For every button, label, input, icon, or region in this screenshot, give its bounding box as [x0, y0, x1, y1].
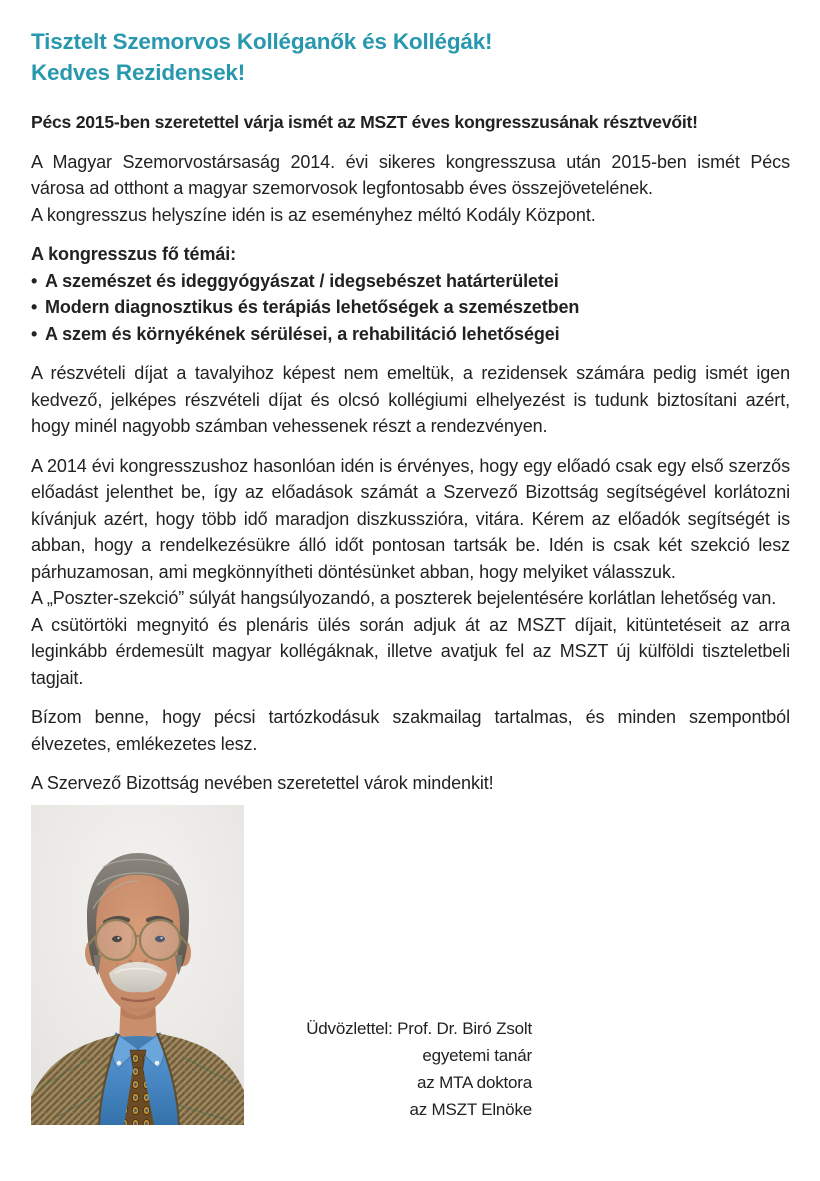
venue-sentence-2: A kongresszus helyszíne idén is az eseményhez méltó Kodály Központ.	[31, 204, 596, 225]
greeting-line-2: Kedves Rezidensek!	[31, 60, 245, 85]
signature-line-3: az MTA doktora	[417, 1072, 532, 1092]
bullet-icon: •	[31, 270, 38, 291]
awards-text: A csütörtöki megnyitó és plenáris ülés során adjuk át az MSZT díjait, kitüntetéseit az arra leginkább érdemesült magyar kollégáknak, illetve avatjuk fel az MSZT új külföldi tiszteletbeli tagjait.	[31, 614, 790, 688]
paragraph-closing: Bízom benne, hogy pécsi tartózkodásuk szakmailag tartalmas, és minden szempontból élvezetes, emlékezetes lesz.	[31, 707, 790, 754]
theme-bullet-item	[31, 268, 790, 295]
signature-line-2: egyetemi tanár	[422, 1045, 532, 1065]
theme-bullet-item	[31, 294, 790, 321]
greeting-heading	[31, 26, 790, 88]
greeting-line-1: Tisztelt Szemorvos Kolléganők és Kollégák!	[31, 29, 493, 54]
photo-signature-row	[31, 805, 790, 1125]
themes-heading: A kongresszus fő témái:	[31, 244, 237, 264]
signature-line-4: az MSZT Elnöke	[409, 1099, 532, 1119]
paragraph-sessions	[31, 453, 790, 692]
theme-bullet-item	[31, 321, 790, 348]
paragraph-fees: A részvételi díjat a tavalyihoz képest nem emeltük, a rezidensek számára pedig ismét igen kedvező, jelképes részvételi díjat és olcsó kollégiumi elhelyezést is tudunk biztosítani azért, hogy minél nagyobb számban vehessenek részt a rendezvényen.	[31, 363, 790, 436]
theme-bullet-label: A szemészet és ideggyógyászat / idegsebészet határterületei	[45, 270, 559, 291]
bullet-icon: •	[31, 323, 38, 344]
theme-bullet-label: Modern diagnosztikus és terápiás lehetőségek a szemészetben	[45, 297, 580, 317]
themes-section	[31, 241, 790, 347]
signature-block	[260, 1015, 532, 1125]
posters-text: A „Poszter-szekció” súlyát hangsúlyozandó, a poszterek bejelentésére korlátlan lehetőség van.	[31, 588, 777, 608]
paragraph-welcome: A Szervező Bizottság nevében szeretettel várok mindenkit!	[31, 773, 494, 793]
intro-statement: Pécs 2015-ben szeretettel várja ismét az MSZT éves kongresszusának résztvevőit!	[31, 112, 698, 132]
bullet-icon: •	[31, 297, 38, 317]
theme-bullet-label: A szem és környékének sérülései, a rehabilitáció lehetőségei	[45, 323, 560, 344]
signature-line-1: Üdvözlettel: Prof. Dr. Biró Zsolt	[306, 1018, 532, 1038]
portrait-photo	[31, 805, 244, 1125]
paragraph-venue	[31, 149, 790, 229]
venue-sentence-1: A Magyar Szemorvostársaság 2014. évi sikeres kongresszusa után 2015-ben ismét Pécs városa ad otthont a magyar szemorvosok legfontosabb éves összejövetelének.	[31, 151, 790, 198]
sessions-text: A 2014 évi kongresszushoz hasonlóan idén is érvényes, hogy egy előadó csak egy első szerzős előadást jelenthet be, így az előadások számát a Szervező Bizottság segítségével korlátozni kívánjuk azért, hogy több idő maradjon diszkusszióra, vitára. Kérem az előadók segítségét is abban, hogy a rendelkezésükre álló időt pontosan tartsák be. Idén is csak két szekció lesz párhuzamosan, ami megkönnyítheti döntésünket abban, hogy melyiket válasszuk.	[31, 455, 790, 582]
